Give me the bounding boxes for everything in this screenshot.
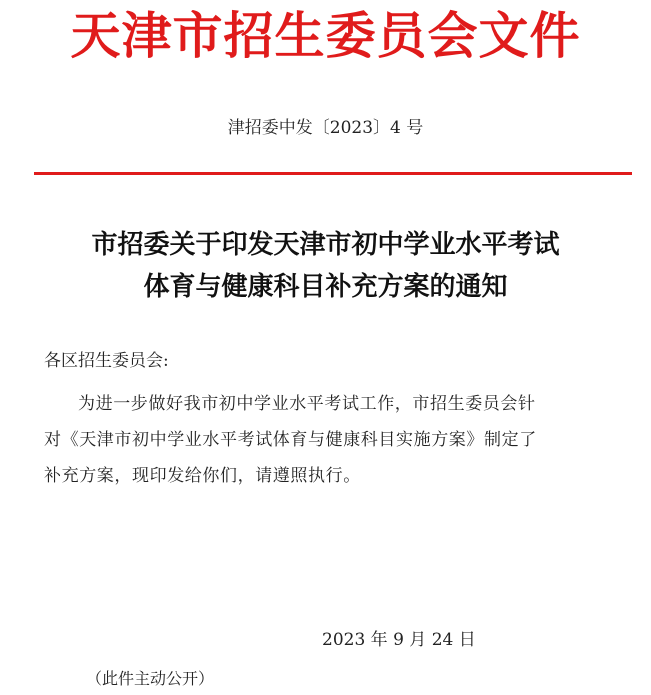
body-paragraph-line-3: 补充方案，现印发给你们，请遵照执行。 — [44, 466, 361, 486]
publicity-note: （此件主动公开） — [86, 669, 215, 688]
notice-title-line-2: 体育与健康科目补充方案的通知 — [143, 272, 508, 302]
body-paragraph-line-1: 为进一步做好我市初中学业水平考试工作，市招生委员会针 — [78, 394, 536, 414]
masthead-title: 天津市招生委员会文件 — [70, 6, 581, 65]
notice-title-line-1: 市招委关于印发天津市初中学业水平考试 — [91, 230, 560, 260]
issue-date: 2023 年 9 月 24 日 — [322, 630, 476, 650]
notice-title — [0, 224, 651, 308]
body-paragraph-line-2: 对《天津市初中学业水平考试体育与健康科目实施方案》制定了 — [44, 430, 537, 450]
red-divider-line — [34, 172, 632, 175]
document-number: 津招委中发〔2023〕4 号 — [227, 118, 424, 138]
body-paragraph — [44, 386, 636, 494]
salutation: 各区招生委员会: — [44, 351, 169, 371]
